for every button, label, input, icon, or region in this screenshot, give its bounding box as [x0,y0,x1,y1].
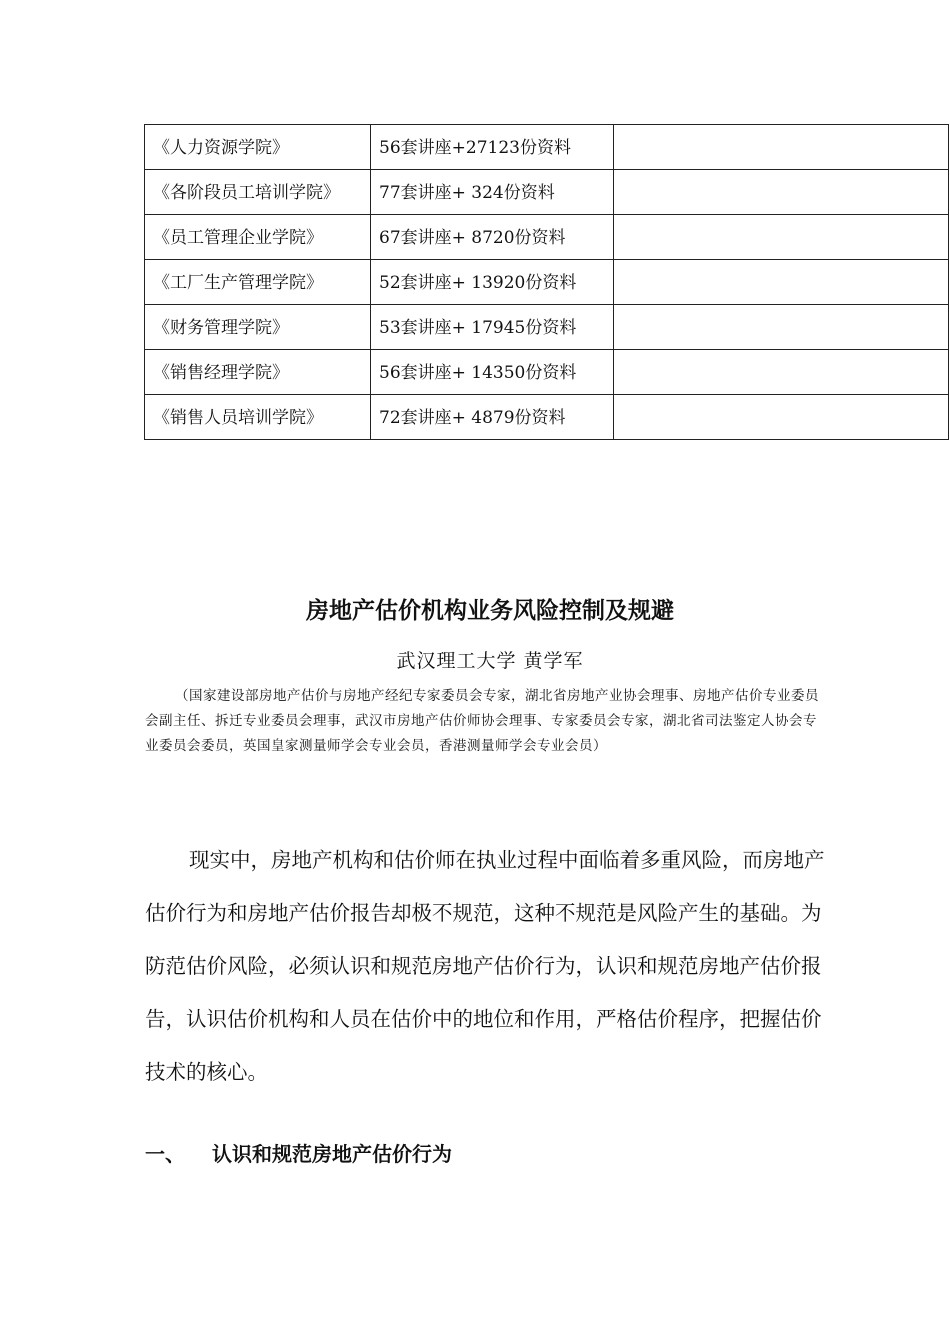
course-note-cell [614,395,949,440]
article-author: 武汉理工大学 黄学军 [396,650,584,672]
course-note-cell [614,350,949,395]
course-name-cell: 《财务管理学院》 [145,305,371,350]
section-number: 一、 [145,1142,185,1166]
table-row [145,395,949,440]
section-heading [145,1138,452,1167]
course-content-cell: 67套讲座+ 8720份资料 [371,215,614,260]
course-name-cell: 《销售经理学院》 [145,350,371,395]
course-content-cell: 72套讲座+ 4879份资料 [371,395,614,440]
course-name-cell: 《销售人员培训学院》 [145,395,371,440]
course-note-cell [614,260,949,305]
course-content-cell: 56套讲座+ 14350份资料 [371,350,614,395]
article-title: 房地产估价机构业务风险控制及规避 [306,598,674,624]
table-row [145,125,949,170]
section-title: 认识和规范房地产估价行为 [212,1142,452,1166]
table-row [145,305,949,350]
course-content-cell: 53套讲座+ 17945份资料 [371,305,614,350]
course-note-cell [614,215,949,260]
author-note [145,684,825,759]
course-name-cell: 《工厂生产管理学院》 [145,260,371,305]
body-paragraph-text: 现实中，房地产机构和估价师在执业过程中面临着多重风险，而房地产估价行为和房地产估价报告却极不规范，这种不规范是风险产生的基础。为防范估价风险，必须认识和规范房地产估价行为，认识和规范房地产估价报告，认识估价机构和人员在估价中的地位和作用，严格估价程序，把握估价技术的核心。 [145,848,825,1084]
course-name-cell: 《员工管理企业学院》 [145,215,371,260]
course-note-cell [614,125,949,170]
course-name-cell: 《各阶段员工培训学院》 [145,170,371,215]
course-content-cell: 52套讲座+ 13920份资料 [371,260,614,305]
course-content-cell: 56套讲座+27123份资料 [371,125,614,170]
course-note-cell [614,305,949,350]
table-row [145,170,949,215]
table-row [145,350,949,395]
course-table [144,124,949,440]
body-paragraph [145,834,830,1099]
table-row [145,260,949,305]
course-content-cell: 77套讲座+ 324份资料 [371,170,614,215]
table-row [145,215,949,260]
course-note-cell [614,170,949,215]
author-note-text: （国家建设部房地产估价与房地产经纪专家委员会专家，湖北省房地产业协会理事、房地产估价专业委员会副主任、拆迁专业委员会理事，武汉市房地产估价师协会理事、专家委员会专家，湖北省司法鉴定人协会专业委员会委员，英国皇家测量师学会专业会员，香港测量师学会专业会员） [145,688,819,754]
course-name-cell: 《人力资源学院》 [145,125,371,170]
